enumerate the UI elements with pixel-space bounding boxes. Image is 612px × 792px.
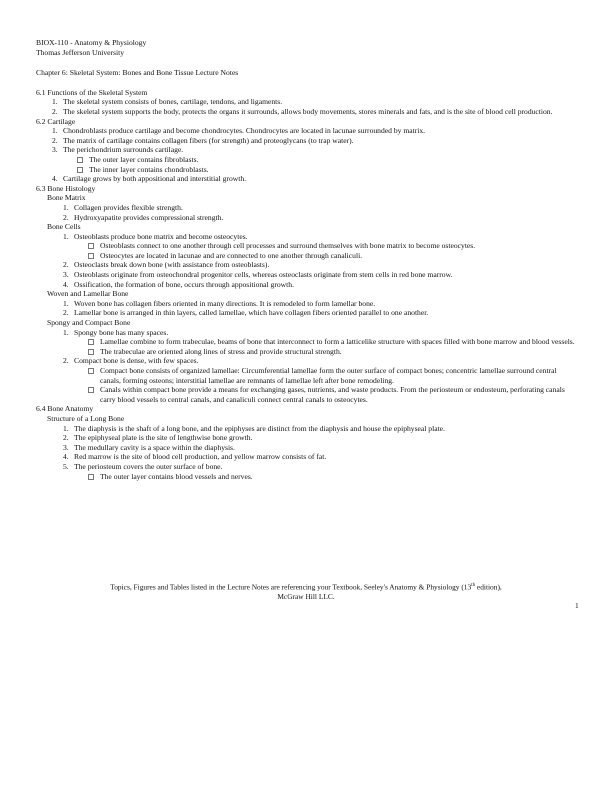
section-title: 6.4 Bone Anatomy [36,404,94,414]
bullet-list [74,337,576,356]
bullet-box-icon [88,253,94,259]
university-name: Thomas Jefferson University [36,47,125,57]
bullet-box-icon [88,474,94,480]
subsection-title: Woven and Lamellar Bone [47,289,129,299]
list-item: 2. Lamellar bone is arranged in thin layers, called lamellae, which have collagen fibers oriented parallel to one another. [63,308,429,318]
list-item: 1. Chondroblasts produce cartilage and become chondrocytes. Chondrocytes are located in lacunae surrounded by matrix. [52,126,426,136]
bullet-item: The inner layer contains chondroblasts. [75,165,576,175]
list-item: 1. The skeletal system consists of bones, cartilage, tendons, and ligaments. [52,97,283,107]
bullet-item: Compact bone consists of organized lamellae: Circumferential lamellae form the outer surface of compact bones; concentric lamellae surround central canals, forming osteons; interstitial lamellae are remnants of lamellae left after bone remodeling. [86,366,576,385]
subsection-title: Spongy and Compact Bone [47,318,131,328]
list-item: 5. The periosteum covers the outer surface of bone. The outer layer contains blood vessels and nerves. [63,462,576,481]
footer-citation: Topics, Figures and Tables listed in the Lecture Notes are referencing your Textbook, Seeley's Anatomy & Physiology (13th edition), [110,582,502,592]
list-item: 1. Collagen provides flexible strength. [63,202,183,212]
bullet-box-icon [88,243,94,249]
list-item: 3. Osteoblasts originate from osteochondral progenitor cells, whereas osteoclasts originate from stem cells in red bone marrow. [63,270,453,280]
numbered-list [36,299,576,318]
list-item: 3. The medullary cavity is a space within the diaphysis. [63,442,235,452]
bullet-box-icon [88,339,94,345]
bullet-box-icon [88,349,94,355]
list-item: 2. Osteoclasts break down bone (with assistance from osteoblasts). [63,260,270,270]
document-header [36,38,576,57]
bullet-box-icon [77,167,83,173]
numbered-list [36,203,576,222]
numbered-list [36,424,576,482]
list-item: 4. Cartilage grows by both appositional and interstitial growth. [52,174,247,184]
list-item: 3. The perichondrium surrounds cartilage. The outer layer contains fibroblasts. The inner layer contains chondroblasts. [52,145,576,174]
numbered-list [36,97,576,116]
bullet-item: The trabeculae are oriented along lines of stress and provide structural strength. [86,347,576,357]
subsection-title: Structure of a Long Bone [47,413,125,423]
numbered-list [36,328,576,405]
bullet-list [63,155,576,174]
course-title: BIOX-110 - Anatomy & Physiology [36,38,147,47]
bullet-list [74,366,576,404]
list-item: 1. The diaphysis is the shaft of a long bone, and the epiphyses are distinct from the diaphysis and house the epiphyseal plate. [63,423,445,433]
list-item: 2. The epiphyseal plate is the site of lengthwise bone growth. [63,433,253,443]
bullet-item: Lamellae combine to form trabeculae, beams of bone that interconnect to form a latticelike structure with spaces filled with bone marrow and blood vessels. [86,337,576,347]
subsection-title: Bone Matrix [47,193,86,203]
section-title: 6.1 Functions of the Skeletal System [36,87,148,97]
list-item: 4. Red marrow is the site of blood cell production, and yellow marrow consists of fat. [63,452,327,462]
page-footer [36,581,576,602]
numbered-list [36,232,576,290]
list-item: 4. Ossification, the formation of bone, occurs through appositional growth. [63,279,294,289]
bullet-box-icon [88,387,94,393]
bullet-item: Canals within compact bone provide a means for exchanging gases, nutrients, and waste products. From the periosteum or endosteum, perforating canals carry blood vessels to central canals, and canaliculi connect central canals to osteocytes. [86,385,576,404]
page-number: 1 [575,601,579,610]
list-item: 1. Woven bone has collagen fibers oriented in many directions. It is remodeled to form lamellar bone. [63,298,376,308]
chapter-title: Chapter 6: Skeletal System: Bones and Bone Tissue Lecture Notes [36,68,239,78]
numbered-list [36,126,576,184]
list-item: 2. Compact bone is dense, with few spaces. Compact bone consists of organized lamellae: Circumferential lamellae form the outer surface of compact bones; concentric lamellae surround central canals, forming osteons; interstitial lamellae are remnants of lamellae left after bone remodeling. Canals within compact bone provide a means for exchanging gases, nutrients, and waste products. From the periosteum or endosteum, perforating canals carry blood vessels to central canals, and canaliculi connect central canals to osteocytes. [63,356,576,404]
bullet-box-icon [88,368,94,374]
bullet-list [74,472,576,482]
bullet-item: Osteocytes are located in lacunae and are connected to one another through canaliculi. [86,251,576,261]
bullet-item: Osteoblasts connect to one another through cell processes and surround themselves with bone matrix to become osteocytes. [86,241,576,251]
list-item: 2. Hydroxyapatite provides compressional strength. [63,212,224,222]
bullet-item: The outer layer contains fibroblasts. [75,155,576,165]
bullet-box-icon [77,157,83,163]
lecture-notes-page [36,38,576,481]
footer-publisher: McGraw Hill LLC. [277,592,335,602]
bullet-item: The outer layer contains blood vessels and nerves. [86,472,576,482]
list-item: 2. The matrix of cartilage contains collagen fibers (for strength) and proteoglycans (to trap water). [52,135,354,145]
list-item: 1. Spongy bone has many spaces. Lamellae combine to form trabeculae, beams of bone that interconnect to form a latticelike structure with spaces filled with bone marrow and blood vessels. The trabeculae are oriented along lines of stress and provide structural strength. [63,327,575,356]
bullet-list [74,241,576,260]
list-item: 2. The skeletal system supports the body, protects the organs it surrounds, allows body movements, stores minerals and fats, and is the site of blood cell production. [52,106,553,116]
list-item: 1. Osteoblasts produce bone matrix and become osteocytes. Osteoblasts connect to one another through cell processes and surround themselves with bone matrix to become osteocytes. Osteocytes are located in lacunae and are connected to one another through canaliculi. [63,232,576,261]
section-title: 6.3 Bone Histology [36,183,96,193]
subsection-title: Bone Cells [47,222,81,232]
section-title: 6.2 Cartilage [36,116,76,126]
